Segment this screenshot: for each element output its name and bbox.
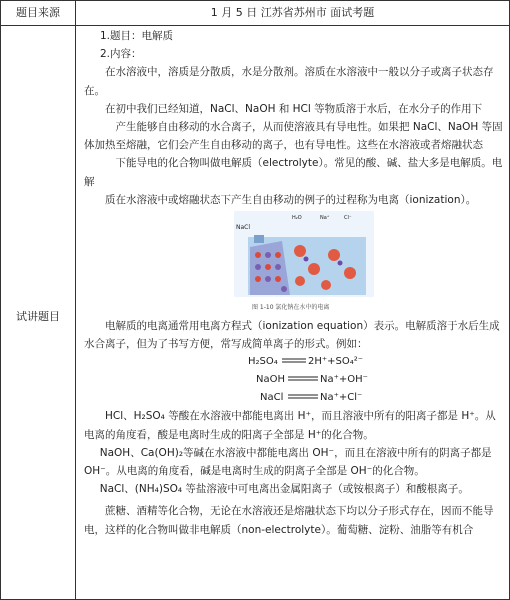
equation-3-right: Na⁺+Cl⁻ [320, 392, 363, 404]
paragraph-2a: 在初中我们已经知道，NaCl、NaOH 和 HCl 等物质溶于水后，在水分子的作用下 [105, 102, 483, 115]
equals-sign-icon [282, 358, 306, 364]
paragraph-6: NaOH、Ca(OH)₂等碱在水溶液中都能电离出 OH⁻，而且在溶液中所有的阴离子都是 OH⁻。从电离的角度看，碱是电离时生成的阴离子全部是 OH⁻的化合物。 [84, 446, 492, 478]
paragraph-8: 蔗糖、酒精等化合物，无论在水溶液还是熔融状态下均以分子形式存在，因而不能导电，这样的化合物叫做非电解质（non-electrolyte）。葡萄糖、淀粉、油脂等有机合 [84, 505, 494, 536]
source-value: 1 月 5 日 江苏省苏州市 面试考题 [210, 6, 375, 19]
sodium-ion-label: Na⁺ [320, 215, 330, 222]
section-label: 试讲题目 [16, 310, 60, 323]
paragraph-5: HCl、H₂SO₄ 等酸在水溶液中都能电离出 H⁺，而且溶液中所有的阳离子都是 H⁺。从电离的角度看，酸是电离时生成的阳离子全部是 H⁺的化合物。 [84, 410, 496, 441]
nacl-dissolution-illustration [234, 211, 374, 297]
section-label-cell [1, 26, 76, 599]
paragraph-1: 在水溶液中，溶质是分散质，水是分散剂。溶质在水溶液中一般以分子或离子状态存在。 [84, 66, 494, 97]
paragraph-2c: 下能导电的化合物叫做电解质（electrolyte）。常见的酸、碱、盐大多是电解质。电解 [84, 157, 503, 188]
content-label: 2.内容： [100, 48, 142, 61]
lesson-content [84, 27, 503, 539]
equals-sign-icon [288, 376, 318, 382]
equation-2-left: NaOH [256, 374, 285, 386]
paragraph-4: 电解质的电离通常用电离方程式（ionization equation）表示。电解质溶于水后生成水合离子，但为了书写方便，常写成简单离子的形式。例如： [84, 320, 500, 351]
equation-1-left: H₂SO₄ [248, 356, 278, 368]
water-label: H₂O [292, 215, 302, 222]
figure-caption: 图 1-10 氯化钠在水中的电离 [252, 304, 330, 312]
paragraph-3: 质在水溶液中或熔融状态下产生自由移动的例子的过程称为电离（ionization）。 [105, 193, 477, 206]
equation-3-left: NaCl [260, 392, 284, 404]
paragraph-2b: 产生能够自由移动的水合离子，从而使溶液具有导电性。如果把 NaCl、NaOH 等固体加热至熔融，它们会产生自由移动的离子，也有导电性。这些在水溶液或者熔融状态 [84, 121, 503, 152]
equation-2 [84, 371, 503, 389]
equals-sign-icon [288, 394, 318, 400]
lesson-title: 1.题目：电解质 [100, 30, 174, 42]
source-label: 题目来源 [1, 1, 76, 25]
chloride-ion-label: Cl⁻ [344, 215, 352, 222]
header-row [1, 1, 509, 26]
equation-2-right: Na⁺+OH⁻ [320, 374, 368, 386]
paragraph-7: NaCl、(NH₄)SO₄ 等盐溶液中可电离出金属阳离子（或铵根离子）和酸根离子。 [99, 483, 469, 496]
equation-3 [84, 389, 503, 407]
equation-1 [84, 353, 503, 371]
dissociation-figure [234, 211, 374, 315]
nacl-label: NaCl [236, 224, 251, 232]
equation-1-right: 2H⁺+SO₄²⁻ [308, 356, 364, 368]
